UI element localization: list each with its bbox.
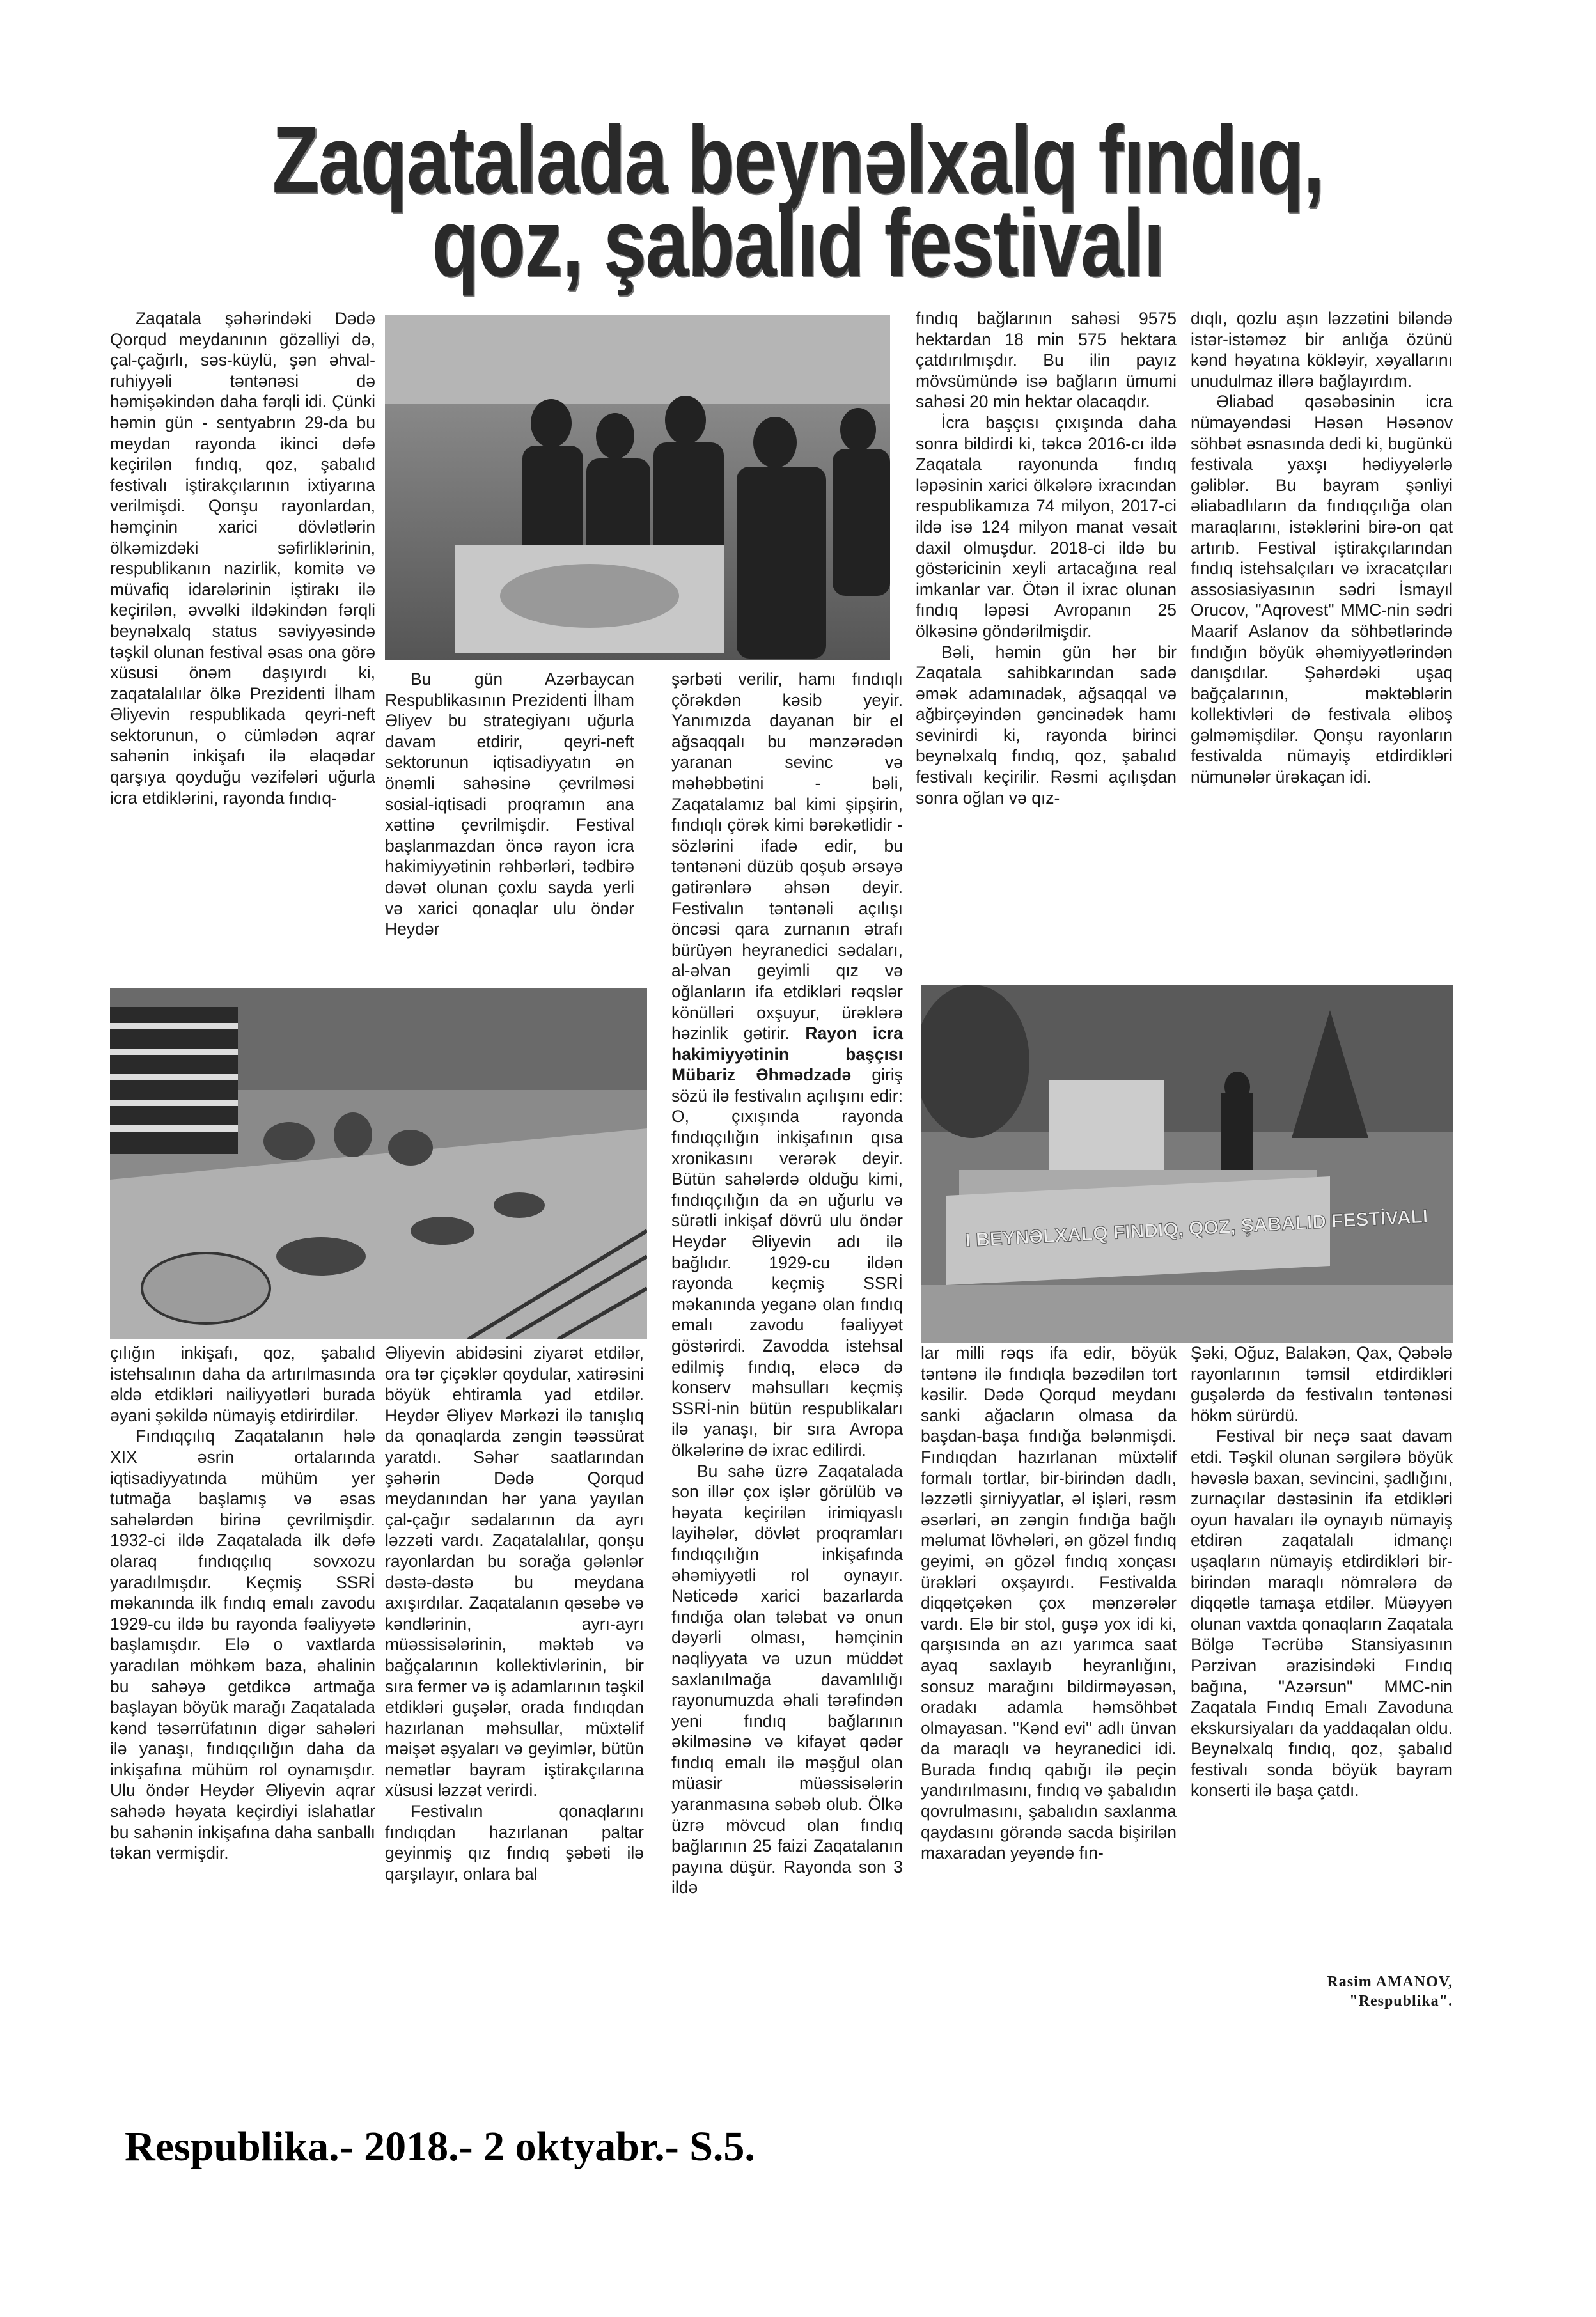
market-photo-image	[110, 988, 647, 1339]
paragraph: Bu gün Azərbaycan Respublikasının Prezidenti İlham Əliyev bu strategiyanı uğurla davam etdirir, qeyri-neft sektorunun iqtisadiyyatın ən önəmli sahəsinə çevrilməsi sosial-iqtisadi proqramın ana xəttinə çevrilmişdir. Festival başlanmazdan öncə rayon icra hakimiyyətinin rəhbərləri, tədbirə dəvət olunan çoxlu sayda yerli və xarici qonaqlar ulu öndər Heydər	[385, 669, 634, 939]
photo-officials-cutting-ribbon	[385, 315, 890, 660]
column-1-bottom	[110, 1343, 375, 1864]
headline-line-1: Zaqatalada beynəlxalq fındıq,	[272, 106, 1324, 214]
paragraph: dıqlı, qozlu aşın ləzzətini biləndə istər-istəməz bir anlığa özünü kənd həyatına kökləyir, xəyallarını unudulmaz illərə bağlayırdım.	[1191, 309, 1453, 391]
festival-stand-photo-image	[921, 985, 1453, 1343]
author-signature	[1191, 1972, 1453, 2011]
headline-line-2: qoz, şabalıd festivalı	[432, 189, 1164, 297]
paragraph: çılığın inkişafı, qoz, şabalıd istehsalının daha da artırılmasında əldə etdikləri nailiyyətləri burada əyani şəkildə nümayiş etdirirdilər.	[110, 1343, 375, 1425]
author-name: Rasim AMANOV,	[1327, 1974, 1453, 1990]
column-5-bottom	[1191, 1343, 1453, 1801]
officials-photo-image	[385, 315, 890, 660]
paragraph: Bəli, həmin gün hər bir Zaqatala sahibkarından sadə əmək adamınadək, ağsaqqal və ağbirçəyindən gəncinədək hamı sevinirdi ki, rayonda birinci beynəlxalq fındıq, qoz, şabalıd festivalı keçirilir. Rəsmi açılışdan sonra oğlan və qız-	[916, 642, 1177, 807]
photo-festival-stand	[921, 985, 1453, 1343]
paragraph: Fındıqçılıq Zaqatalanın hələ XIX əsrin ortalarında iqtisadiyyatında mühüm yer tutmağa başlamış və əsas sahələrdən birinə çevrilmişdir. 1932-ci ildə Zaqatalada ilk dəfə olaraq fındıqçılıq sovxozu yaradılmışdır. Keçmiş SSRİ məkanında ilk fındıq emalı zavodu 1929-cu ildə bu rayonda fəaliyyətə başlamışdır. Elə o vaxtlarda yaradılan möhkəm baza, əhalinin bu sahəyə getdikcə artmağa başlayan böyük marağı Zaqatalada kənd təsərrüfatının digər sahələri ilə yanaşı, fındıqçılığın daha da inkişafına mühüm rol oynamışdır. Ulu öndər Heydər Əliyevin aqrar sahədə həyata keçirdiyi islahatlar bu sahənin inkişafına daha sanballı təkan vermişdir.	[110, 1426, 375, 1863]
paragraph: Zaqatala şəhərindəki Dədə Qorqud meydanının gözəlliyi də, çal-çağırlı, səs-küylü, şən əhval-ruhiyyəli təntənəsi də həmişəkindən daha fərqli idi. Çünki həmin gün - sentyabrın 29-da bu meydan rayonda ikinci dəfə keçirilən fındıq, qoz, şabalıd festivalı iştirakçılarının ixtiyarına verilmişdi. Qonşu rayonlardan, həmçinin xarici dövlətlərin ölkəmizdəki səfirliklərinin, respublikanın nazirlik, komitə və müvafiq idarələrinin iştirakı ilə keçirilən, əvvəlki ildəkindən fərqli beynəlxalq status səviyyəsində təşkil olunan festival əsas ona görə xüsusi önəm daşıyırdı ki, zaqatalalılar ölkə Prezidenti İlham Əliyevin respublikada qeyri-neft sektorunun, o cümlədən aqrar sahənin inkişafı ilə əlaqədar qarşıya qoyduğu vəzifələri uğurla icra etdiklərini, rayonda fındıq-	[110, 309, 375, 807]
paragraph: İcra başçısı çıxışında daha sonra bildirdi ki, təkcə 2016-cı ildə Zaqatala rayonunda fındıq ləpəsinin xarici ölkələrə ixracından respublikamıza 74 milyon, 2017-ci ildə isə 124 milyon manat vəsait daxil olmuşdur. 2018-ci ildə bu göstəricinin xeyli artacağına real imkanlar var. Ötən il ixrac olunan fındıq ləpəsi Avropanın 25 ölkəsinə göndərilmişdir.	[916, 412, 1177, 641]
column-4-top	[916, 308, 1177, 808]
paragraph: Şəki, Oğuz, Balakən, Qax, Qəbələ rayonlarının təmsil etdirdikləri guşələrdə də festivalın təntənəsi hökm sürürdü.	[1191, 1343, 1453, 1425]
column-1-top	[110, 308, 375, 808]
paragraph: Əliyevin abidəsini ziyarət etdilər, ora tər çiçəklər qoydular, xatirəsini böyük ehtiramla yad etdilər. Heydər Əliyev Mərkəzi ilə tanışlıq da qonaqlarda zəngin təəssürat yaratdı. Səhər saatlarından şəhərin Dədə Qorqud meydanından hər yana yayılan çal-çağır sədalarının da ayrı ləzzəti vardı. Zaqatalalılar, qonşu rayonlardan bu sorağa gələnlər dəstə-dəstə bu meydana axışırdılar. Zaqatalanın qəsəbə və kəndlərinin, ayrı-ayrı müəssisələrinin, məktəb və bağçalarının kollektivlərinin, bir sıra fermer və iş adamlarının təşkil etdikləri guşələr, orada fındıqdan hazırlanan məhsullar, müxtəlif məişət əşyaları və geyimlər, bütün nemətlər bayram iştirakçılarına xüsusi ləzzət verirdi.	[385, 1343, 644, 1800]
paragraph: Festival bir neçə saat davam etdi. Təşkil olunan sərgilərə böyük həvəslə baxan, sevincini, şadlığını, zurnaçılar dəstəsinin ifa etdikləri oyun havaları ilə oynayıb nümayiş etdirən zaqatalalı idmançı uşaqların nümayiş etdirdikləri bir-birindən maraqlı nömrələrə də diqqətlə tamaşa etdilər. Müəyyən olunan vaxtda qonaqların Zaqatala Bölgə Təcrübə Stansiyasının Pərzivan ərazisindəki Fındıq bağına, "Azərsun" MMC-nin Zaqatala Fındıq Emalı Zavoduna ekskursiyaları da yaddaqalan oldu. Beynəlxalq fındıq, qoz, şabalıd festivalı sonda böyük bayram konserti ilə başa çatdı.	[1191, 1426, 1453, 1800]
official-name-bold: Rayon icra hakimiyyətinin başçısı Mübariz Əhmədzadə	[671, 1024, 903, 1085]
text-run: giriş sözü ilə festivalın açılışını edir: O, çıxışında rayonda fındıqçılığın inkişafının qısa xronikasını verərək deyir. Bütün sahələrdə olduğu kimi, fındıqçılığın da ən uğurlu və sürətli inkişaf dövrü ulu öndər Heydər Əliyevin adı ilə bağlıdır. 1929-cu ildən rayonda keçmiş SSRİ məkanında yeganə olan fındıq emalı zavodu fəaliyyət göstərirdi. Zavodda istehsal edilmiş fındıq, eləcə də konserv məhsulları keçmiş SSRİ-nin bütün respublikaları ilə yanaşı, bir sıra Avropa ölkələrinə də ixrac edilirdi.	[671, 1065, 903, 1460]
column-3	[671, 669, 903, 1898]
paragraph: Festivalın qonaqlarını fındıqdan hazırlanan paltar geyinmiş qız fındıq şəbəti ilə qarşılayır, onlara bal	[385, 1802, 644, 1884]
paragraph: fındıq bağlarının sahəsi 9575 hektardan 18 min 575 hektara çatdırılmışdır. Bu ilin payız mövsümündə isə bağların ümumi sahəsi 20 min hektar olacaqdır.	[916, 309, 1177, 412]
text-run: şərbəti verilir, hamı fındıqlı çörəkdən kəsib yeyir. Yanımızda dayanan bir el ağsaqqalı bu mənzərədən yaranan sevinc və məhəbbətini - bəli, Zaqatalamız bal kimi şipşirin, fındıqlı çörək kimi bərəkətlidir - sözlərini ifadə edir, bu təntənəni düzüb qoşub ərsəyə gətirənlərə əhsən deyir. Festivalın təntənəli açılışı öncəsi qara zurnanın ətrafı bürüyən heyranedici sədaları, al-əlvan geyimli qız və oğlanların ifa etdikləri rəqslər könülləri oxşuyur, ürəklərə həzinlik gətirir.	[671, 669, 903, 1043]
paragraph: Bu sahə üzrə Zaqatalada son illər çox işlər görülüb və həyata keçirilən irimiqyaslı layihələr, dövlət proqramları fındıqçılığın inkişafında əhəmiyyətli rol oynayır. Nəticədə xarici bazarlarda fındığa olan tələbat və onun dəyərli olması, həmçinin nəqliyyata və uzun müddət saxlanılmağa davamlılığı rayonumuzda əhali tərəfindən yeni fındıq bağlarının əkilməsinə və kifayət qədər fındıq emalı ilə məşğul olan müasir müəssisələrin yaranmasına səbəb olub. Ölkə üzrə mövcud olan fındıq bağlarının 25 faizi Zaqatalanın payına düşür. Rayonda son 3 ildə	[671, 1461, 903, 1898]
column-2-top	[385, 669, 634, 940]
paragraph: Əliabad qəsəbəsinin icra nümayəndəsi Həsən Həsənov söhbət əsnasında dedi ki, bugünkü festivala yaxşı hədiyyələrlə gəliblər. Bu bayram şənliyi əliabadlıların da fındıqçılığa olan maraqlarını, istəklərini birə-on qat artırıb. Festival iştirakçılarından fındıq istehsalçıları və ixracatçıları assosiasiyasının sədri İsmayıl Orucov, "Aqrovest" MMC-nin sədri Maarif Aslanov da söhbətlərində fındığın böyük əhəmiyyətlərindən danışdılar. Şəhərdəki uşaq bağçalarının, məktəblərin kollektivləri də festivala əliboş gəlməmişdilər. Qonşu rayonların festivalda nümayiş etdirdikləri nümunələr ürəkaçan idi.	[1191, 392, 1453, 787]
photo-market-stalls	[110, 988, 647, 1339]
author-outlet: "Respublika".	[1349, 1993, 1453, 2009]
column-4-bottom	[921, 1343, 1177, 1864]
festival-banner-text: I BEYNƏLXALQ FINDIQ, QOZ, ŞABALID FESTİVALI	[964, 1206, 1428, 1251]
source-citation: Respublika.- 2018.- 2 oktyabr.- S.5.	[125, 2123, 755, 2170]
column-2-bottom	[385, 1343, 644, 1884]
column-5-top	[1191, 308, 1453, 788]
paragraph: lar milli rəqs ifa edir, böyük təntənə ilə fındıqla bəzədilən tort kəsilir. Dədə Qorqud meydanı sanki ağacların olmasa da başdan-başa fındığa bələnmişdi. Fındıqdan hazırlanan müxtəlif formalı tortlar, bir-birindən dadlı, ləzzətli şirniyyatlar, əl işləri, rəsm əsərləri, ən zəngin fındığa bağlı məlumat lövhələri, ən gözəl fındıq geyimi, ən gözəl fındıq xonçası ürəkləri oxşayırdı. Festivalda diqqətçəkən çox mənzərələr vardı. Elə bir stol, guşə yox idi ki, qarşısında ən azı yarımca saat ayaq saxlayıb heyranlığını, sonsuz marağını bildirməyəsən, oradakı adamla həmsöhbət olmayasan. "Kənd evi" adlı ünvan da maraqlı və heyranedici idi. Burada fındıq qabığı ilə peçin yandırılmasını, fındıq və şabalıdın qovrulmasını, şabalıdın saxlanma qaydasını görəndə sacda bişirilən maxaradan yeyəndə fın-	[921, 1343, 1177, 1863]
paragraph	[671, 669, 903, 1461]
